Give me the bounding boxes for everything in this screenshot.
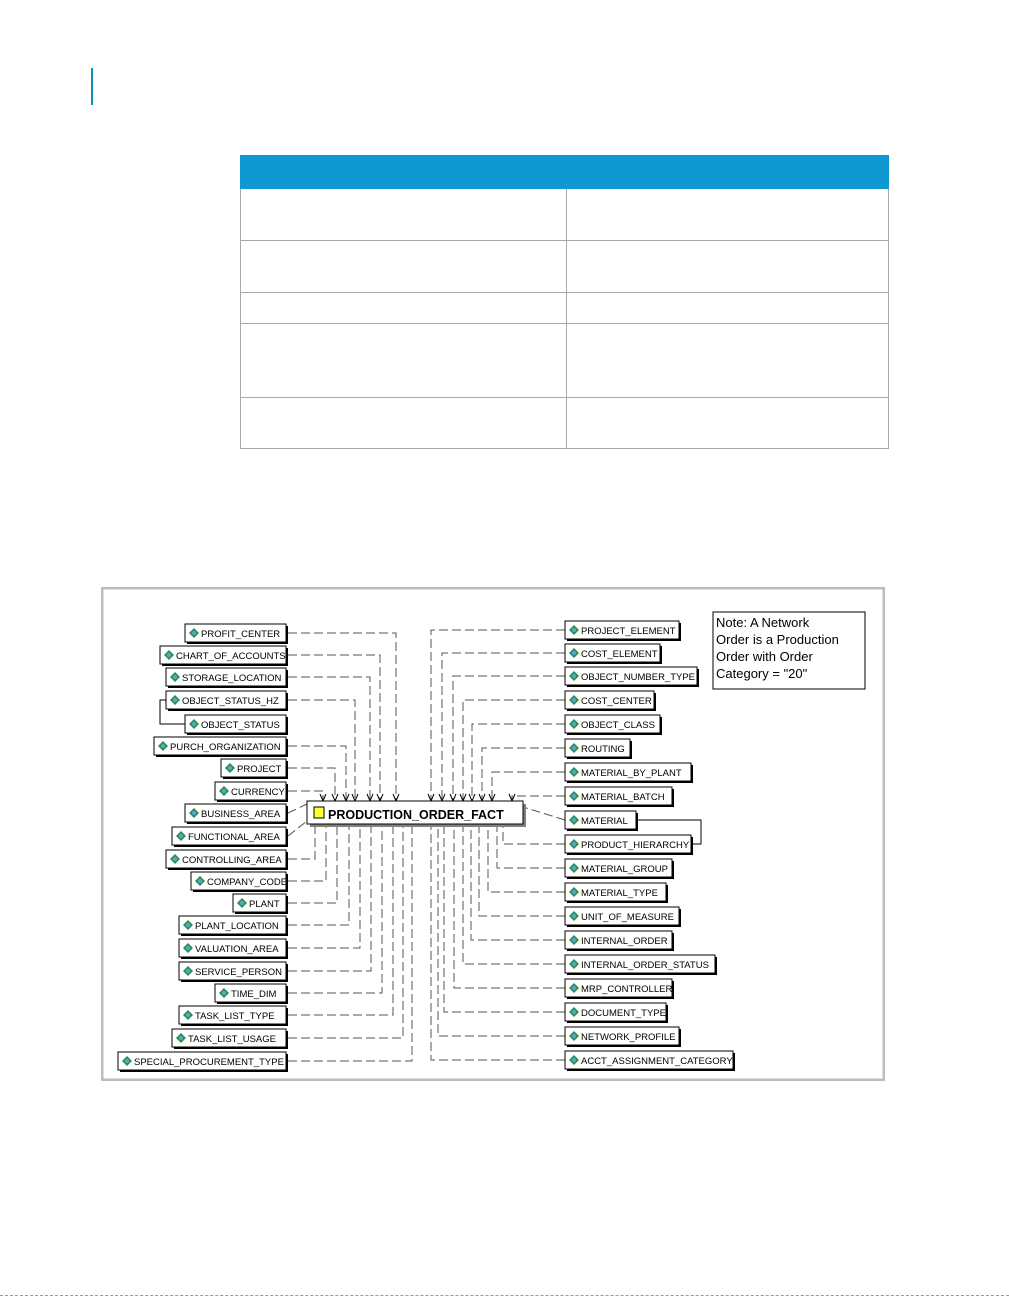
dimension-table-box xyxy=(565,715,662,735)
dimension-table-box xyxy=(565,787,674,807)
dimension-table-label: BUSINESS_AREA xyxy=(201,809,281,820)
dimension-table-label: STORAGE_LOCATION xyxy=(182,673,282,684)
table-cell xyxy=(241,324,567,398)
table-cell xyxy=(567,293,889,324)
dimension-table-label: OBJECT_NUMBER_TYPE xyxy=(581,672,696,683)
fact-table-box xyxy=(307,801,526,827)
dimension-table-box xyxy=(172,827,288,847)
dimension-table-box xyxy=(118,1052,288,1072)
table-cell xyxy=(567,189,889,241)
table-cell xyxy=(241,398,567,449)
dimension-table-box xyxy=(565,931,674,951)
note-line: Category = "20" xyxy=(716,666,808,681)
dimension-table-label: OBJECT_CLASS xyxy=(581,720,655,731)
dimension-table-label: CHART_OF_ACCOUNTS xyxy=(176,651,286,662)
dimension-table-box xyxy=(166,850,288,870)
dimension-table-label: COST_ELEMENT xyxy=(581,649,658,660)
table-header-row xyxy=(241,156,889,189)
dimension-table-box xyxy=(191,872,288,892)
dimension-table-box xyxy=(565,907,681,927)
dimension-table-label: PURCH_ORGANIZATION xyxy=(170,742,281,753)
note-line: Note: A Network xyxy=(716,615,810,630)
dimension-table-box xyxy=(166,691,288,711)
table-row xyxy=(241,293,889,324)
note-line: Order is a Production xyxy=(716,632,839,647)
dimension-table-label: PROFIT_CENTER xyxy=(201,629,281,640)
table-cell xyxy=(241,293,567,324)
dimension-table-box xyxy=(185,715,288,735)
dimension-table-box xyxy=(166,668,288,688)
dimension-table-box xyxy=(179,939,288,959)
dimension-table-label: SERVICE_PERSON xyxy=(195,967,282,978)
dimension-table-box xyxy=(154,737,288,757)
dimension-table-box xyxy=(565,739,632,759)
dimension-table-label: OBJECT_STATUS_HZ xyxy=(182,696,279,707)
dimension-table-label: COMPANY_CODE xyxy=(207,877,288,888)
dimension-table-box xyxy=(160,646,288,666)
dimension-table-box xyxy=(179,916,288,936)
page-margin-rule xyxy=(91,68,93,105)
dimension-table-label: NETWORK_PROFILE xyxy=(581,1032,676,1043)
dimension-table-box xyxy=(565,955,717,975)
dimension-table-label: SPECIAL_PROCUREMENT_TYPE xyxy=(134,1057,284,1068)
page-bottom-rule xyxy=(0,1295,1009,1296)
dimension-table-box xyxy=(185,624,288,644)
dimension-table-label: CONTROLLING_AREA xyxy=(182,855,282,866)
table-cell xyxy=(241,241,567,293)
dimension-table-box xyxy=(565,644,662,664)
note-box xyxy=(713,612,865,689)
dimension-table-box xyxy=(215,782,288,802)
dimension-table-box xyxy=(565,1027,681,1047)
dimension-table-box xyxy=(185,804,288,824)
dimension-table-box xyxy=(565,835,693,855)
dimension-table-box xyxy=(179,1006,288,1026)
table-row xyxy=(241,241,889,293)
table-cell xyxy=(241,189,567,241)
dimension-table-label: MATERIAL_BY_PLANT xyxy=(581,768,682,779)
dimension-table-label: TASK_LIST_TYPE xyxy=(195,1011,275,1022)
dimension-table-label: INTERNAL_ORDER xyxy=(581,936,668,947)
note-line: Order with Order xyxy=(716,649,813,664)
table-row xyxy=(241,398,889,449)
table-row xyxy=(241,324,889,398)
dimension-table-label: TIME_DIM xyxy=(231,989,277,1000)
dimension-table-label: MATERIAL_TYPE xyxy=(581,888,658,899)
dimension-table-box xyxy=(565,811,638,831)
dimension-table-label: VALUATION_AREA xyxy=(195,944,279,955)
dimension-table-label: ROUTING xyxy=(581,744,625,755)
dimension-table-label: PLANT_LOCATION xyxy=(195,921,279,932)
dimension-table-box xyxy=(565,667,699,687)
dimension-table-label: MRP_CONTROLLER xyxy=(581,984,673,995)
dimension-table-box xyxy=(565,1003,668,1023)
dimension-table-box xyxy=(565,979,674,999)
table-header-cell xyxy=(567,156,889,189)
dimension-table-box xyxy=(172,1029,288,1049)
dimension-table-label: UNIT_OF_MEASURE xyxy=(581,912,674,923)
dimension-table-box xyxy=(565,691,656,711)
dimension-table-label: PRODUCT_HIERARCHY xyxy=(581,840,690,851)
table-cell xyxy=(567,398,889,449)
dimension-table-label: ACCT_ASSIGNMENT_CATEGORY xyxy=(581,1056,733,1067)
dimension-table-label: MATERIAL_BATCH xyxy=(581,792,665,803)
table-cell xyxy=(567,324,889,398)
dimension-table-label: INTERNAL_ORDER_STATUS xyxy=(581,960,709,971)
fact-table-label: PRODUCTION_ORDER_FACT xyxy=(328,808,504,822)
table-cell xyxy=(567,241,889,293)
table-row xyxy=(241,189,889,241)
dimension-table-box xyxy=(565,621,681,641)
fact-table-icon xyxy=(314,807,324,818)
dimension-table-label: FUNCTIONAL_AREA xyxy=(188,832,280,843)
dimension-table-label: COST_CENTER xyxy=(581,696,652,707)
dimension-table-label: TASK_LIST_USAGE xyxy=(188,1034,276,1045)
dimension-table-label: PLANT xyxy=(249,899,280,910)
info-table xyxy=(240,155,889,449)
dimension-table-box xyxy=(565,883,668,903)
dimension-table-label: OBJECT_STATUS xyxy=(201,720,280,731)
dimension-table-label: MATERIAL_GROUP xyxy=(581,864,668,875)
dimension-table-box xyxy=(565,763,693,783)
schema-diagram xyxy=(101,587,885,1081)
dimension-table-label: CURRENCY xyxy=(231,787,285,798)
dimension-table-label: DOCUMENT_TYPE xyxy=(581,1008,666,1019)
dimension-table-box xyxy=(233,894,288,914)
dimension-table-box xyxy=(221,759,288,779)
table-header-cell xyxy=(241,156,567,189)
dimension-table-label: MATERIAL xyxy=(581,816,628,827)
dimension-table-box xyxy=(215,984,288,1004)
dimension-table-label: PROJECT xyxy=(237,764,282,775)
dimension-table-box xyxy=(565,1051,735,1071)
dimension-table-label: PROJECT_ELEMENT xyxy=(581,626,676,637)
dimension-table-box xyxy=(565,859,674,879)
dimension-table-box xyxy=(179,962,288,982)
